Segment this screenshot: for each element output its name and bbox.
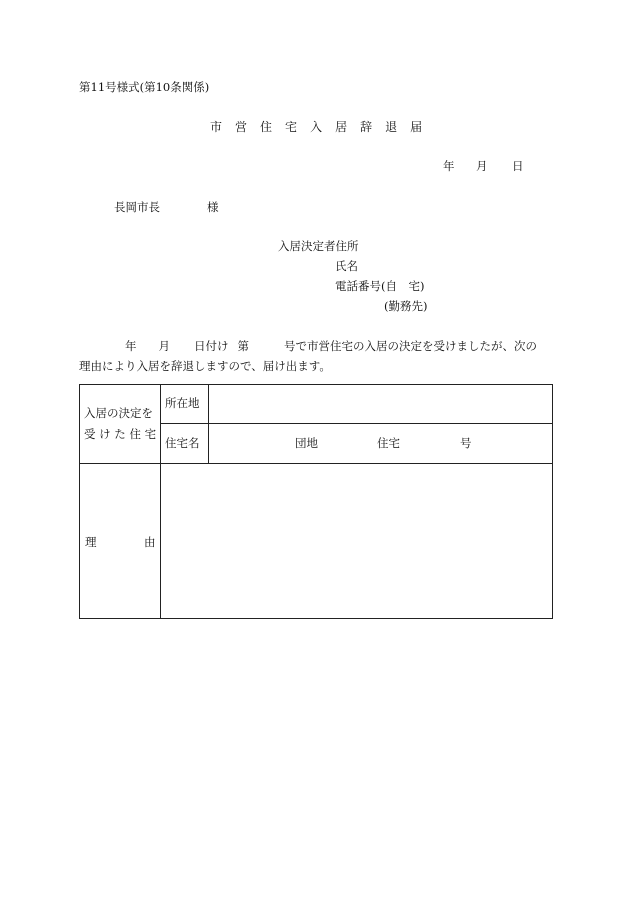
form-title-char: 住: [260, 120, 273, 134]
housing-label-line-2: 受 け た 住 宅: [84, 427, 157, 441]
form-title-char: 宅: [285, 120, 298, 134]
table-section-divider: [79, 463, 553, 464]
date-month-label: 月: [476, 159, 488, 173]
form-title-char: 営: [235, 120, 248, 134]
body-year: 年: [125, 339, 137, 353]
form-title-char: 届: [410, 120, 423, 134]
addressee-honorific: 様: [207, 200, 219, 214]
form-title-char: 市: [210, 120, 223, 134]
form-title-char: 入: [310, 120, 323, 134]
applicant-work-label: (勤務先): [384, 299, 428, 313]
form-title-char: 居: [335, 120, 348, 134]
reason-label-right: 由: [144, 535, 156, 549]
body-text-line-1: [125, 341, 537, 353]
table-border-top: [79, 384, 553, 385]
table-inner-column-divider: [208, 384, 209, 464]
form-title: [210, 121, 435, 133]
date-day-label: 日: [512, 159, 524, 173]
addressee-name: 長岡市長: [114, 200, 160, 214]
applicant-address-label: 入居決定者住所: [278, 239, 359, 253]
go-label: 号: [460, 436, 472, 450]
jutaku-label: 住宅: [377, 436, 400, 450]
housing-name-label: 住宅名: [165, 436, 200, 450]
housing-label-line-1: 入居の決定を: [84, 406, 153, 420]
table-border-right: [552, 384, 553, 619]
table-row-divider: [160, 423, 553, 424]
applicant-name-label: 氏名: [335, 259, 358, 273]
form-title-char: 辞: [360, 120, 373, 134]
body-text-line-2: 理由により入居を辞退しますので、届け出ます。: [79, 359, 331, 373]
form-title-char: 退: [385, 120, 398, 134]
body-month: 月: [158, 339, 170, 353]
reason-label-left: 理: [85, 535, 97, 549]
table-column-divider: [160, 384, 161, 619]
form-number: 第11号様式(第10条関係): [79, 80, 210, 94]
table-border-left: [79, 384, 80, 619]
date-year-label: 年: [443, 159, 455, 173]
applicant-phone-label: 電話番号(自 宅): [335, 279, 425, 293]
body-line1-rest: 号で市営住宅の入居の決定を受けましたが、次の: [284, 339, 537, 353]
location-label: 所在地: [165, 396, 200, 410]
body-number-prefix: 第: [237, 339, 249, 353]
danchi-label: 団地: [295, 436, 318, 450]
body-dated: 日付け: [194, 339, 229, 353]
table-border-bottom: [79, 618, 553, 619]
